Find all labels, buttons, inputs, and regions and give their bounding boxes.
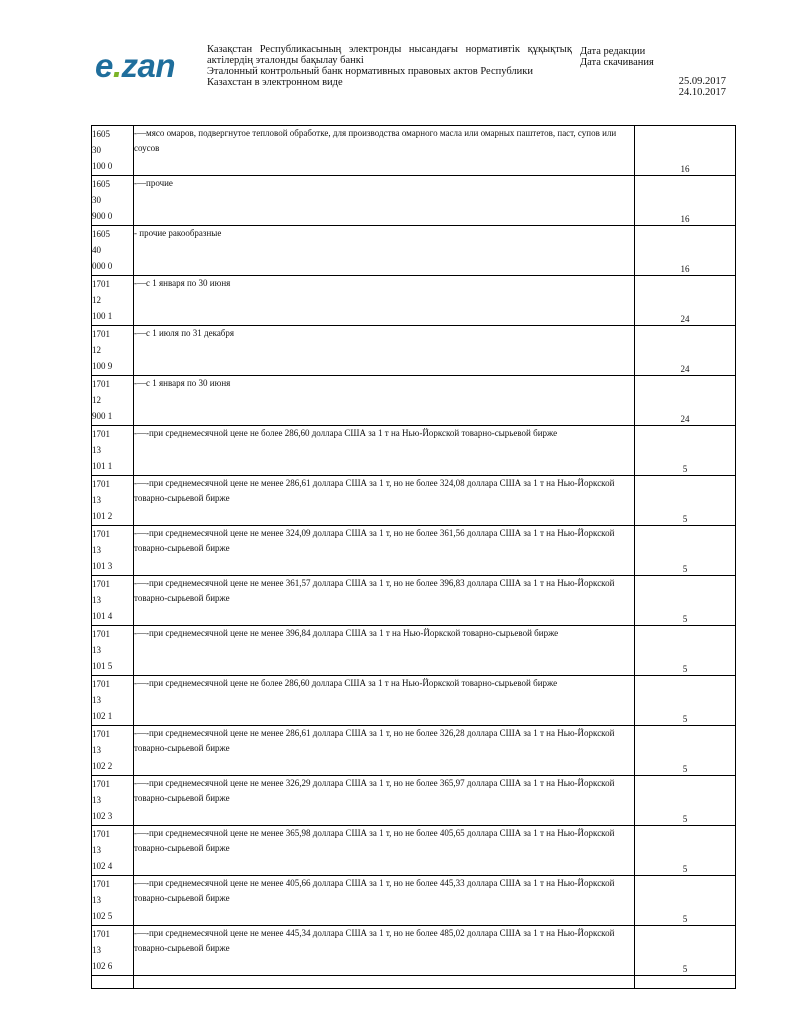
duty-rate: 5 <box>635 726 736 776</box>
tariff-code-part: 1701 <box>92 529 110 539</box>
header-org-line3: Эталонный контрольный банк нормативных правовых актов Республики <box>207 66 534 77</box>
table-row <box>92 226 736 276</box>
duty-rate: 5 <box>635 826 736 876</box>
tariff-code-part: 102 1 <box>92 711 113 721</box>
tariff-code-part: 12 <box>92 295 101 305</box>
duty-rate: 5 <box>635 626 736 676</box>
tariff-code <box>92 326 134 376</box>
tariff-code-part: 1605 <box>92 229 110 239</box>
tariff-code <box>92 626 134 676</box>
duty-rate: 5 <box>635 876 736 926</box>
goods-description: -—-при среднемесячной цене не менее 445,34 доллара США за 1 т, но не более 485,02 доллара США за 1 т на Нью-Йоркской товарно-сырьевой бирже <box>134 926 635 976</box>
edit-date: 25.09.2017 <box>678 76 726 87</box>
tariff-code-part: 13 <box>92 445 101 455</box>
goods-description: -—-при среднемесячной цене не более 286,60 доллара США за 1 т на Нью-Йоркской товарно-сырьевой бирже <box>134 426 635 476</box>
tariff-code-part: 1701 <box>92 379 110 389</box>
tariff-code-part: 13 <box>92 495 101 505</box>
goods-description: -—-при среднемесячной цене не менее 405,66 доллара США за 1 т, но не более 445,33 доллара США за 1 т на Нью-Йоркской товарно-сырьевой бирже <box>134 876 635 926</box>
tariff-code <box>92 226 134 276</box>
empty-cell <box>134 976 635 989</box>
tariff-code-part: 102 6 <box>92 961 113 971</box>
table-row <box>92 276 736 326</box>
goods-description: -—-при среднемесячной цене не менее 396,84 доллара США за 1 т на Нью-Йоркской товарно-сырьевой бирже <box>134 626 635 676</box>
goods-description: -—-при среднемесячной цене не менее 286,61 доллара США за 1 т, но не более 326,28 доллара США за 1 т на Нью-Йоркской товарно-сырьевой бирже <box>134 726 635 776</box>
tariff-code-part: 1605 <box>92 179 110 189</box>
tariff-code-part: 1701 <box>92 329 110 339</box>
tariff-code-part: 1701 <box>92 679 110 689</box>
table-row <box>92 176 736 226</box>
tariff-code-part: 1701 <box>92 479 110 489</box>
table-row <box>92 526 736 576</box>
tariff-code <box>92 426 134 476</box>
tariff-code-part: 13 <box>92 695 101 705</box>
goods-description: -—с 1 января по 30 июня <box>134 376 635 426</box>
tariff-code <box>92 126 134 176</box>
duty-rate: 16 <box>635 126 736 176</box>
duty-rate: 24 <box>635 326 736 376</box>
tariff-code-part: 13 <box>92 845 101 855</box>
tariff-code-part: 1701 <box>92 579 110 589</box>
goods-description: -—прочие <box>134 176 635 226</box>
table-row <box>92 126 736 176</box>
tariff-code-part: 102 3 <box>92 811 113 821</box>
empty-cell <box>92 976 134 989</box>
header-org-line2: актілердің эталонды бақылау банкі <box>207 55 364 66</box>
tariff-code-part: 12 <box>92 345 101 355</box>
tariff-code-part: 13 <box>92 745 101 755</box>
tariff-code-part: 100 9 <box>92 361 113 371</box>
tariff-code <box>92 926 134 976</box>
tariff-code-part: 1701 <box>92 629 110 639</box>
table-row <box>92 476 736 526</box>
duty-rate: 5 <box>635 576 736 626</box>
tariff-code-part: 1701 <box>92 929 110 939</box>
table-row <box>92 376 736 426</box>
table-row <box>92 826 736 876</box>
tariff-code-part: 100 0 <box>92 161 113 171</box>
table-row <box>92 626 736 676</box>
tariff-code <box>92 576 134 626</box>
tariff-code <box>92 176 134 226</box>
tariff-code-part: 13 <box>92 595 101 605</box>
empty-cell <box>635 976 736 989</box>
goods-description: -—-при среднемесячной цене не менее 365,98 доллара США за 1 т, но не более 405,65 доллара США за 1 т на Нью-Йоркской товарно-сырьевой бирже <box>134 826 635 876</box>
table-row <box>92 776 736 826</box>
tariff-code-part: 13 <box>92 945 101 955</box>
tariff-code-part: 102 4 <box>92 861 113 871</box>
goods-description: -—мясо омаров, подвергнутое тепловой обработке, для производства омарного масла или омарных паштетов, паст, супов или соусов <box>134 126 635 176</box>
goods-description: -—-при среднемесячной цене не более 286,60 доллара США за 1 т на Нью-Йоркской товарно-сырьевой бирже <box>134 676 635 726</box>
tariff-code-part: 30 <box>92 195 101 205</box>
tariff-code-part: 900 0 <box>92 211 113 221</box>
duty-rate: 5 <box>635 926 736 976</box>
tariff-code-part: 101 1 <box>92 461 113 471</box>
tariff-code <box>92 276 134 326</box>
tariff-code <box>92 476 134 526</box>
table-row <box>92 726 736 776</box>
table-row <box>92 926 736 976</box>
duty-rate: 5 <box>635 776 736 826</box>
table-row <box>92 576 736 626</box>
tariff-code-part: 101 4 <box>92 611 113 621</box>
duty-rate: 5 <box>635 476 736 526</box>
tariff-code-part: 1701 <box>92 779 110 789</box>
goods-description: - прочие ракообразные <box>134 226 635 276</box>
tariff-code-part: 1605 <box>92 129 110 139</box>
tariff-code <box>92 876 134 926</box>
header-org-line1: Казақстан Республикасының электронды нысандағы нормативтік құқықтық <box>207 44 572 55</box>
table-row-empty <box>92 976 736 989</box>
tariff-code-part: 101 3 <box>92 561 113 571</box>
goods-description: -—-при среднемесячной цене не менее 286,61 доллара США за 1 т, но не более 324,08 доллара США за 1 т на Нью-Йоркской товарно-сырьевой бирже <box>134 476 635 526</box>
tariff-code-part: 000 0 <box>92 261 113 271</box>
download-date: 24.10.2017 <box>678 87 726 98</box>
duty-rate: 16 <box>635 176 736 226</box>
tariff-code-part: 13 <box>92 895 101 905</box>
ezan-logo: e.zan <box>95 47 176 84</box>
tariff-table <box>91 125 736 989</box>
tariff-code <box>92 526 134 576</box>
tariff-code-part: 1701 <box>92 729 110 739</box>
tariff-code-part: 12 <box>92 395 101 405</box>
table-row <box>92 676 736 726</box>
duty-rate: 5 <box>635 426 736 476</box>
label-edit-date: Дата редакции <box>580 46 646 57</box>
tariff-code-part: 13 <box>92 795 101 805</box>
tariff-code-part: 102 5 <box>92 911 113 921</box>
header-organization <box>207 44 572 88</box>
tariff-code-part: 101 2 <box>92 511 113 521</box>
duty-rate: 24 <box>635 276 736 326</box>
tariff-code-part: 101 5 <box>92 661 113 671</box>
tariff-code-part: 13 <box>92 645 101 655</box>
duty-rate: 16 <box>635 226 736 276</box>
tariff-code-part: 30 <box>92 145 101 155</box>
tariff-code <box>92 826 134 876</box>
tariff-code-part: 1701 <box>92 879 110 889</box>
goods-description: -—-при среднемесячной цене не менее 361,57 доллара США за 1 т, но не более 396,83 доллара США за 1 т на Нью-Йоркской товарно-сырьевой бирже <box>134 576 635 626</box>
duty-rate: 5 <box>635 676 736 726</box>
tariff-code <box>92 376 134 426</box>
tariff-code-part: 100 1 <box>92 311 113 321</box>
tariff-code-part: 1701 <box>92 429 110 439</box>
goods-description: -—-при среднемесячной цене не менее 326,29 доллара США за 1 т, но не более 365,97 доллара США за 1 т на Нью-Йоркской товарно-сырьевой бирже <box>134 776 635 826</box>
goods-description: -—с 1 января по 30 июня <box>134 276 635 326</box>
duty-rate: 5 <box>635 526 736 576</box>
table-row <box>92 876 736 926</box>
label-download-date: Дата скачивания <box>580 57 654 68</box>
header-org-line4: Казахстан в электронном виде <box>207 77 343 88</box>
tariff-code-part: 13 <box>92 545 101 555</box>
tariff-code-part: 1701 <box>92 279 110 289</box>
tariff-code <box>92 726 134 776</box>
goods-description: -—-при среднемесячной цене не менее 324,09 доллара США за 1 т, но не более 361,56 доллара США за 1 т на Нью-Йоркской товарно-сырьевой бирже <box>134 526 635 576</box>
tariff-code-part: 40 <box>92 245 101 255</box>
goods-description: -—с 1 июля по 31 декабря <box>134 326 635 376</box>
tariff-code <box>92 776 134 826</box>
table-row <box>92 326 736 376</box>
tariff-code-part: 900 1 <box>92 411 113 421</box>
tariff-code <box>92 676 134 726</box>
tariff-code-part: 1701 <box>92 829 110 839</box>
header-dates <box>679 76 726 98</box>
tariff-code-part: 102 2 <box>92 761 113 771</box>
duty-rate: 24 <box>635 376 736 426</box>
header-date-labels <box>580 46 654 68</box>
table-row <box>92 426 736 476</box>
